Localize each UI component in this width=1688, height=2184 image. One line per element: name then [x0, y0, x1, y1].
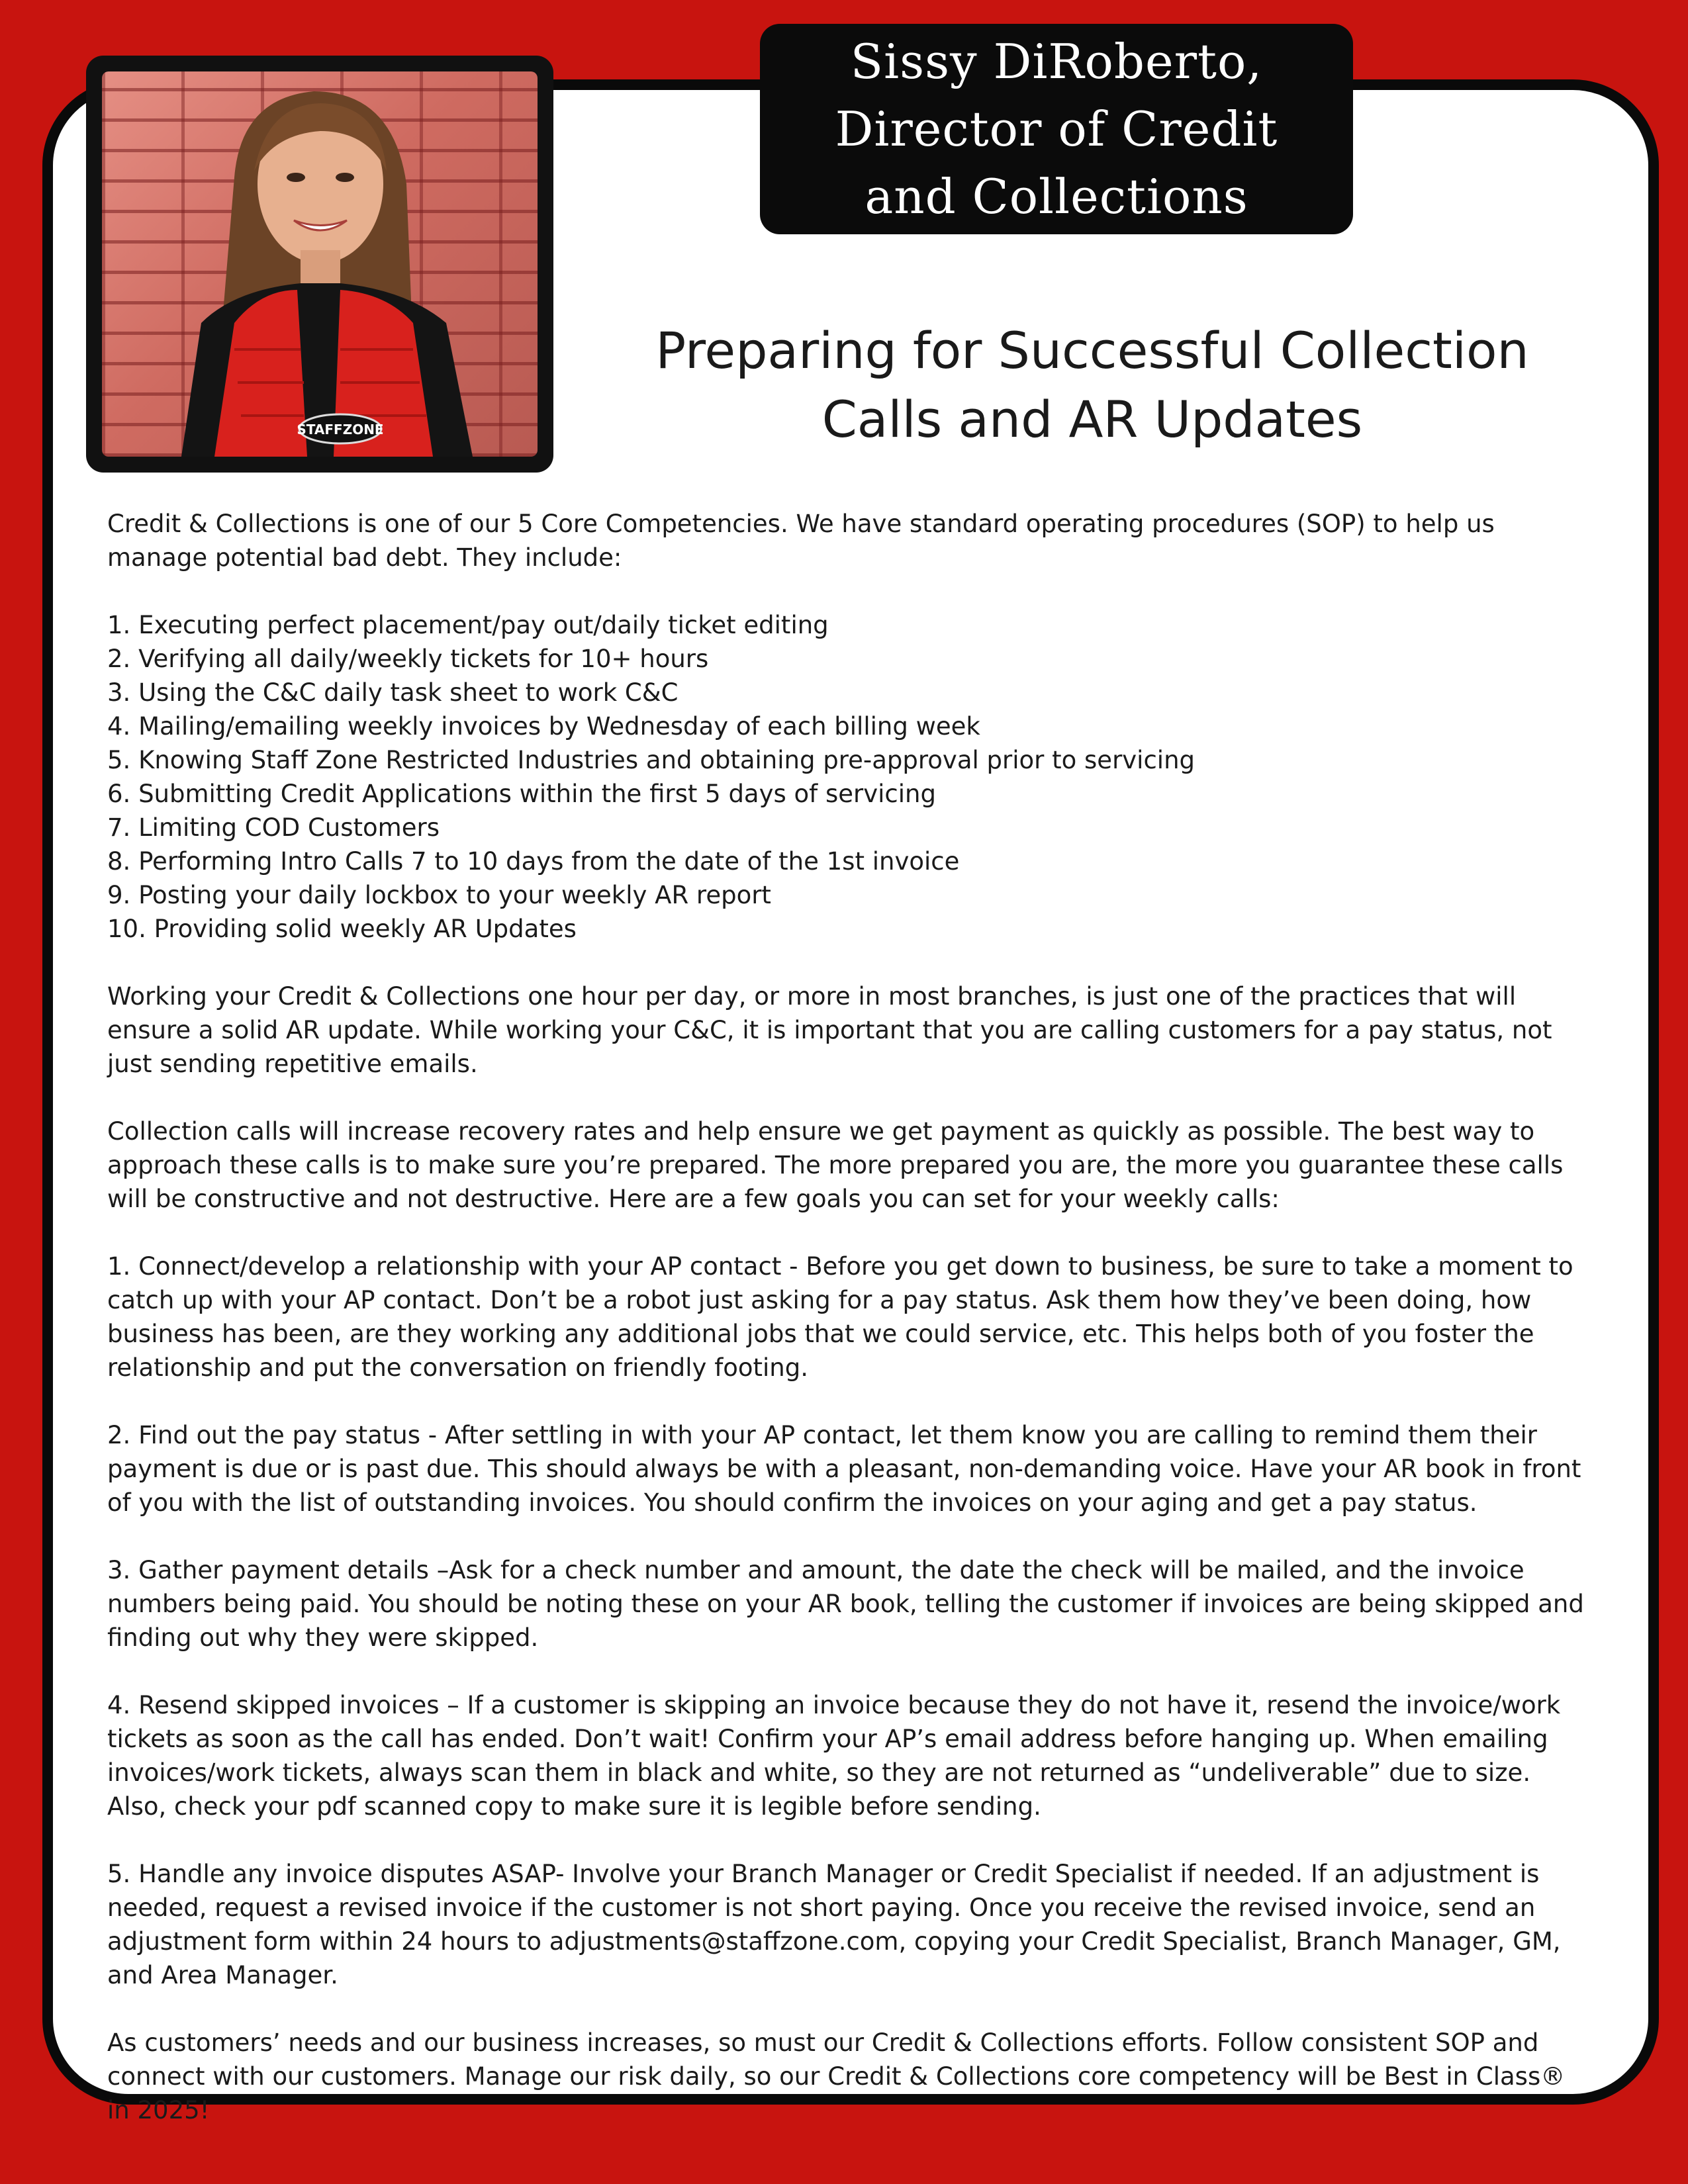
goal-paragraph-payment-details: 3. Gather payment details –Ask for a check number and amount, the date the check will be mailed, and the invoice numbers being paid. You should be noting these on your AR book, telling the customer if invoices are being skipped and finding out why they were skipped.	[107, 1556, 1584, 1652]
sop-list-item: 1. Executing perfect placement/pay out/daily ticket editing	[107, 611, 829, 639]
calls-paragraph: Collection calls will increase recovery rates and help ensure we get payment as quickly as possible. The best way to approach these calls is to make sure you’re prepared. The more prepared you are, the more you guarantee these calls will be constructive and not destructive. Here are a few goals you can set for your weekly calls:	[107, 1117, 1564, 1213]
sop-list-item: 2. Verifying all daily/weekly tickets for 10+ hours	[107, 645, 709, 673]
sop-list-item: 10. Providing solid weekly AR Updates	[107, 915, 577, 943]
sop-list-item: 6. Submitting Credit Applications within the first 5 days of servicing	[107, 780, 936, 808]
goal-paragraph-disputes: 5. Handle any invoice disputes ASAP- Involve your Branch Manager or Credit Specialist if needed. If an adjustment is needed, request a revised invoice if the customer is not short paying. Once you receive the revised invoice, send an adjustment form within 24 hours to adjustments@staffzone.com, copying your Credit Specialist, Branch Manager, GM, and Area Manager.	[107, 1860, 1561, 1989]
vest-logo-text: STAFFZONE	[297, 422, 384, 437]
author-title-banner	[760, 24, 1353, 234]
sop-list-item: 8. Performing Intro Calls 7 to 10 days from the date of the 1st invoice	[107, 847, 960, 876]
working-paragraph: Working your Credit & Collections one hour per day, or more in most branches, is just one of the practices that will ensure a solid AR update. While working your C&C, it is important that you are calling customers for a pay status, not just sending repetitive emails.	[107, 982, 1552, 1078]
goal-paragraph-pay-status: 2. Find out the pay status - After settling in with your AP contact, let them know you are calling to remind them their payment is due or is past due. This should always be with a pleasant, non-demanding voice. Have your AR book in front of you with the list of outstanding invoices. You should confirm the invoices on your aging and get a pay status.	[107, 1421, 1581, 1517]
sop-list-item: 4. Mailing/emailing weekly invoices by Wednesday of each billing week	[107, 712, 980, 741]
closing-paragraph: As customers’ needs and our business increases, so must our Credit & Collections efforts. Follow consistent SOP and connect with our customers. Manage our risk daily, so our Credit & Collections core competency will be Best in Class® in 2025!	[107, 2028, 1566, 2124]
goal-paragraph-connect: 1. Connect/develop a relationship with your AP contact - Before you get down to business, be sure to take a moment to catch up with your AP contact. Don’t be a robot just asking for a pay status. Ask them how they’ve been doing, how business has been, are they working any additional jobs that we could service, etc. This helps both of you foster the relationship and put the conversation on friendly footing.	[107, 1252, 1573, 1382]
portrait-illustration	[102, 71, 538, 457]
sop-list	[107, 608, 1590, 946]
intro-paragraph: Credit & Collections is one of our 5 Core Competencies. We have standard operating procedures (SOP) to help us manage potential bad debt. They include:	[107, 510, 1495, 572]
sop-list-item: 3. Using the C&C daily task sheet to work C&C	[107, 678, 679, 707]
goal-paragraph-resend-invoices: 4. Resend skipped invoices – If a customer is skipping an invoice because they do not have it, resend the invoice/work tickets as soon as the call has ended. Don’t wait! Confirm your AP’s email address before hanging up. When emailing invoices/work tickets, always scan them in black and white, so they are not returned as “undeliverable” due to size. Also, check your pdf scanned copy to make sure it is legible before sending.	[107, 1691, 1561, 1821]
portrait-photo	[102, 71, 538, 457]
sop-list-item: 7. Limiting COD Customers	[107, 813, 440, 842]
author-name-title: Sissy DiRoberto, Director of Credit and Collections	[835, 34, 1278, 224]
portrait-frame	[86, 56, 553, 473]
sop-list-item: 5. Knowing Staff Zone Restricted Industries and obtaining pre-approval prior to servicing	[107, 746, 1196, 774]
article-body	[107, 507, 1590, 2161]
article-headline: Preparing for Successful Collection Calls and AR Updates	[655, 321, 1529, 449]
sop-list-item: 9. Posting your daily lockbox to your weekly AR report	[107, 881, 771, 909]
